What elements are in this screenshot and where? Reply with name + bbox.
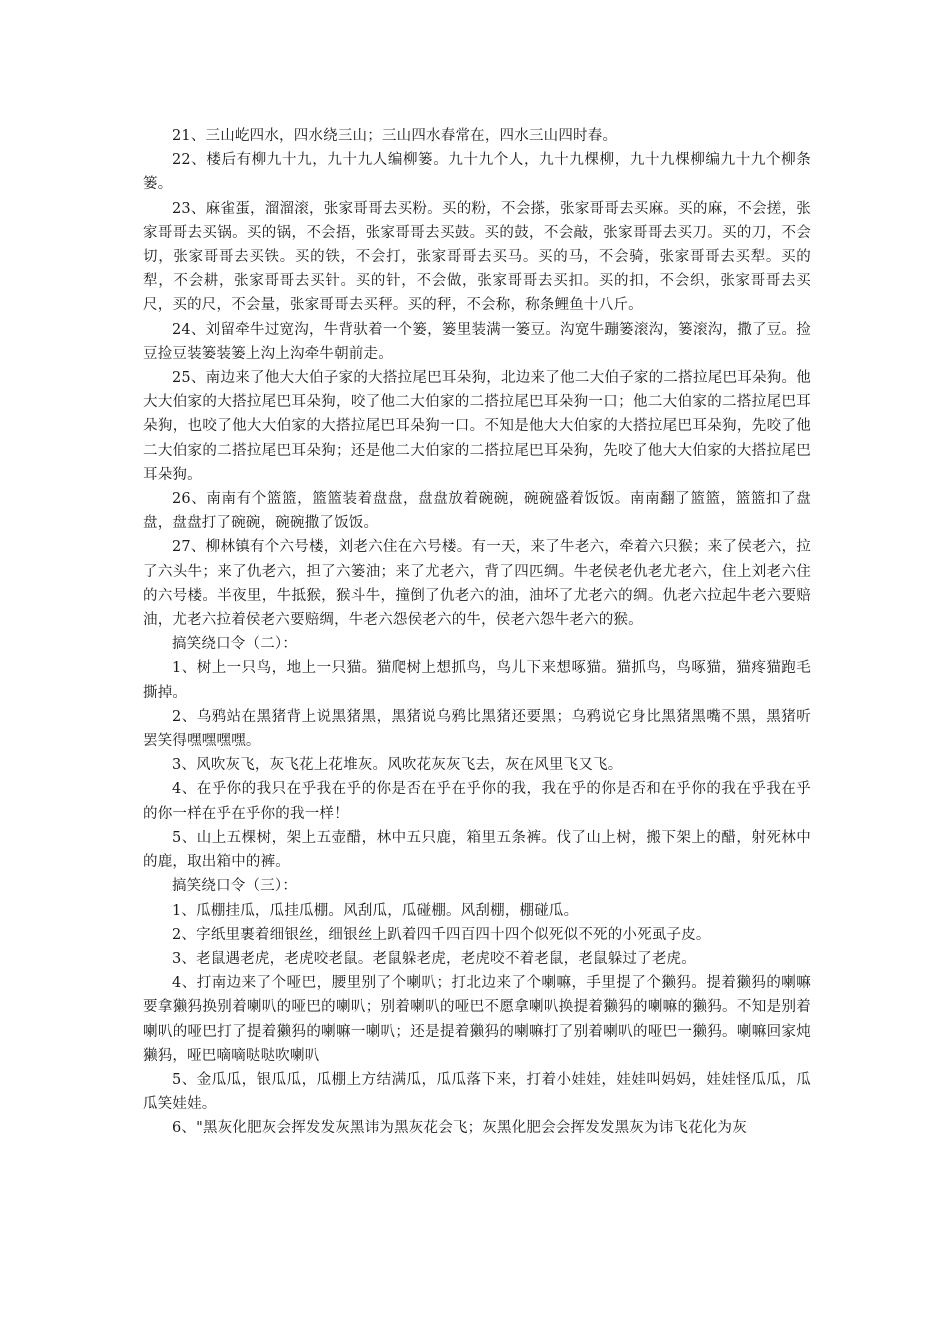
paragraph-tongue-twister-25: 25、南边来了他大大伯子家的大搭拉尾巴耳朵狗，北边来了他二大伯子家的二搭拉尾巴耳朵狗。他大大伯家的大搭拉尾巴耳朵狗，咬了他二大伯家的二搭拉尾巴耳朵狗一口；他二大伯家的二搭拉尾巴耳朵狗，也咬了他大大伯家的大搭拉尾巴耳朵狗一口。不知是他大大伯家的大搭拉尾巴耳朵狗，先咬了他二大伯家的二搭拉尾巴耳朵狗；还是他二大伯家的二搭拉尾巴耳朵狗，先咬了他大大伯家的大搭拉尾巴耳朵狗。 bbox=[143, 370, 811, 483]
document-body bbox=[143, 124, 811, 1141]
paragraph-s2-item-1: 1、树上一只鸟，地上一只猫。猫爬树上想抓鸟，鸟儿下来想啄猫。猫抓鸟，鸟啄猫，猫疼猫跑毛撕掉。 bbox=[143, 660, 811, 701]
paragraph-tongue-twister-24: 24、刘留牵牛过宽沟，牛背驮着一个篓，篓里装满一篓豆。沟宽牛蹦篓滚沟，篓滚沟，撒了豆。捡豆捡豆装篓装篓上沟上沟牵牛朝前走。 bbox=[143, 321, 811, 362]
section-heading-2: 搞笑绕口令（二）： bbox=[172, 636, 298, 653]
paragraph-s2-item-2: 2、乌鸦站在黑猪背上说黑猪黑，黑猪说乌鸦比黑猪还要黑；乌鸦说它身比黑猪黑嘴不黑，黑猪听罢笑得嘿嘿嘿嘿。 bbox=[143, 708, 811, 750]
paragraph-tongue-twister-21: 21、三山屹四水，四水绕三山；三山四水春常在，四水三山四时春。 bbox=[172, 128, 618, 144]
section-heading-3: 搞笑绕口令（三）： bbox=[172, 878, 298, 895]
paragraph-s3-item-6: 6、"黑灰化肥灰会挥发发灰黑讳为黑灰花会飞；灰黑化肥会会挥发发黑灰为讳飞花化为灰 bbox=[172, 1120, 747, 1137]
paragraph-s2-item-3: 3、风吹灰飞，灰飞花上花堆灰。风吹花灰灰飞去，灰在风里飞又飞。 bbox=[172, 757, 623, 774]
paragraph-s3-item-3: 3、老鼠遇老虎，老虎咬老鼠。老鼠躲老虎，老虎咬不着老鼠，老鼠躲过了老虎。 bbox=[172, 950, 696, 967]
paragraph-tongue-twister-27: 27、柳林镇有个六号楼，刘老六住在六号楼。有一天，来了牛老六，牵着六只猴；来了侯老六，拉了六头牛；来了仇老六，担了六篓油；来了尤老六，背了四匹绸。牛老侯老仇老尤老六，住上刘老六住的六号楼。半夜里，牛抵猴，猴斗牛，撞倒了仇老六的油，油坏了尤老六的绸。仇老六拉起牛老六要赔油，尤老六拉着侯老六要赔绸，牛老六怨侯老六的牛，侯老六怨牛老六的猴。 bbox=[143, 539, 811, 629]
paragraph-s3-item-1: 1、瓜棚挂瓜，瓜挂瓜棚。风刮瓜，瓜碰棚。风刮棚，棚碰瓜。 bbox=[172, 902, 579, 919]
paragraph-s2-item-5: 5、山上五棵树，架上五壶醋，林中五只鹿，箱里五条裤。伐了山上树，搬下架上的醋，射死林中的鹿，取出箱中的裤。 bbox=[143, 829, 811, 871]
paragraph-tongue-twister-23: 23、麻雀蛋，溜溜滚，张家哥哥去买粉。买的粉，不会搽，张家哥哥去买麻。买的麻，不会搓，张家哥哥去买锅。买的锅，不会捂，张家哥哥去买鼓。买的鼓，不会敲，张家哥哥去买刀。买的刀，不会切，张家哥哥去买铁。买的铁，不会打，张家哥哥去买马。买的马，不会骑，张家哥哥去买犁。买的犁，不会耕，张家哥哥去买针。买的针，不会做，张家哥哥去买扣。买的扣，不会织，张家哥哥去买尺，买的尺，不会量，张家哥哥去买秤。买的秤，不会称，称条鲤鱼十八斤。 bbox=[143, 200, 811, 314]
paragraph-tongue-twister-26: 26、南南有个篮篮，篮篮装着盘盘，盘盘放着碗碗，碗碗盛着饭饭。南南翻了篮篮，篮篮扣了盘盘，盘盘打了碗碗，碗碗撒了饭饭。 bbox=[143, 491, 811, 532]
paragraph-s3-item-2: 2、字纸里裹着细银丝，细银丝上趴着四千四百四十四个似死似不死的小死虱子皮。 bbox=[172, 926, 711, 943]
paragraph-s3-item-5: 5、金瓜瓜，银瓜瓜，瓜棚上方结满瓜，瓜瓜落下来，打着小娃娃，娃娃叫妈妈，娃娃怪瓜瓜，瓜瓜笑娃娃。 bbox=[143, 1071, 811, 1113]
paragraph-s3-item-4: 4、打南边来了个哑巴，腰里别了个喇叭；打北边来了个喇嘛，手里提了个獭犸。提着獭犸的喇嘛要拿獭犸换别着喇叭的哑巴的喇叭；别着喇叭的哑巴不愿拿喇叭换提着獭犸的喇嘛的獭犸。不知是别着喇叭的哑巴打了提着獭犸的喇嘛一喇叭；还是提着獭犸的喇嘛打了别着喇叭的哑巴一獭犸。喇嘛回家炖獭犸，哑巴嘀嘀哒哒吹喇叭 bbox=[143, 975, 811, 1064]
paragraph-tongue-twister-22: 22、楼后有柳九十九，九十九人编柳篓。九十九个人，九十九棵柳，九十九棵柳编九十九个柳条篓。 bbox=[143, 152, 811, 193]
paragraph-s2-item-4: 4、在乎你的我只在乎我在乎的你是否在乎在乎你的我，我在乎的你是否和在乎你的我在乎我在乎的你一样在乎在乎你的我一样！ bbox=[143, 781, 811, 822]
